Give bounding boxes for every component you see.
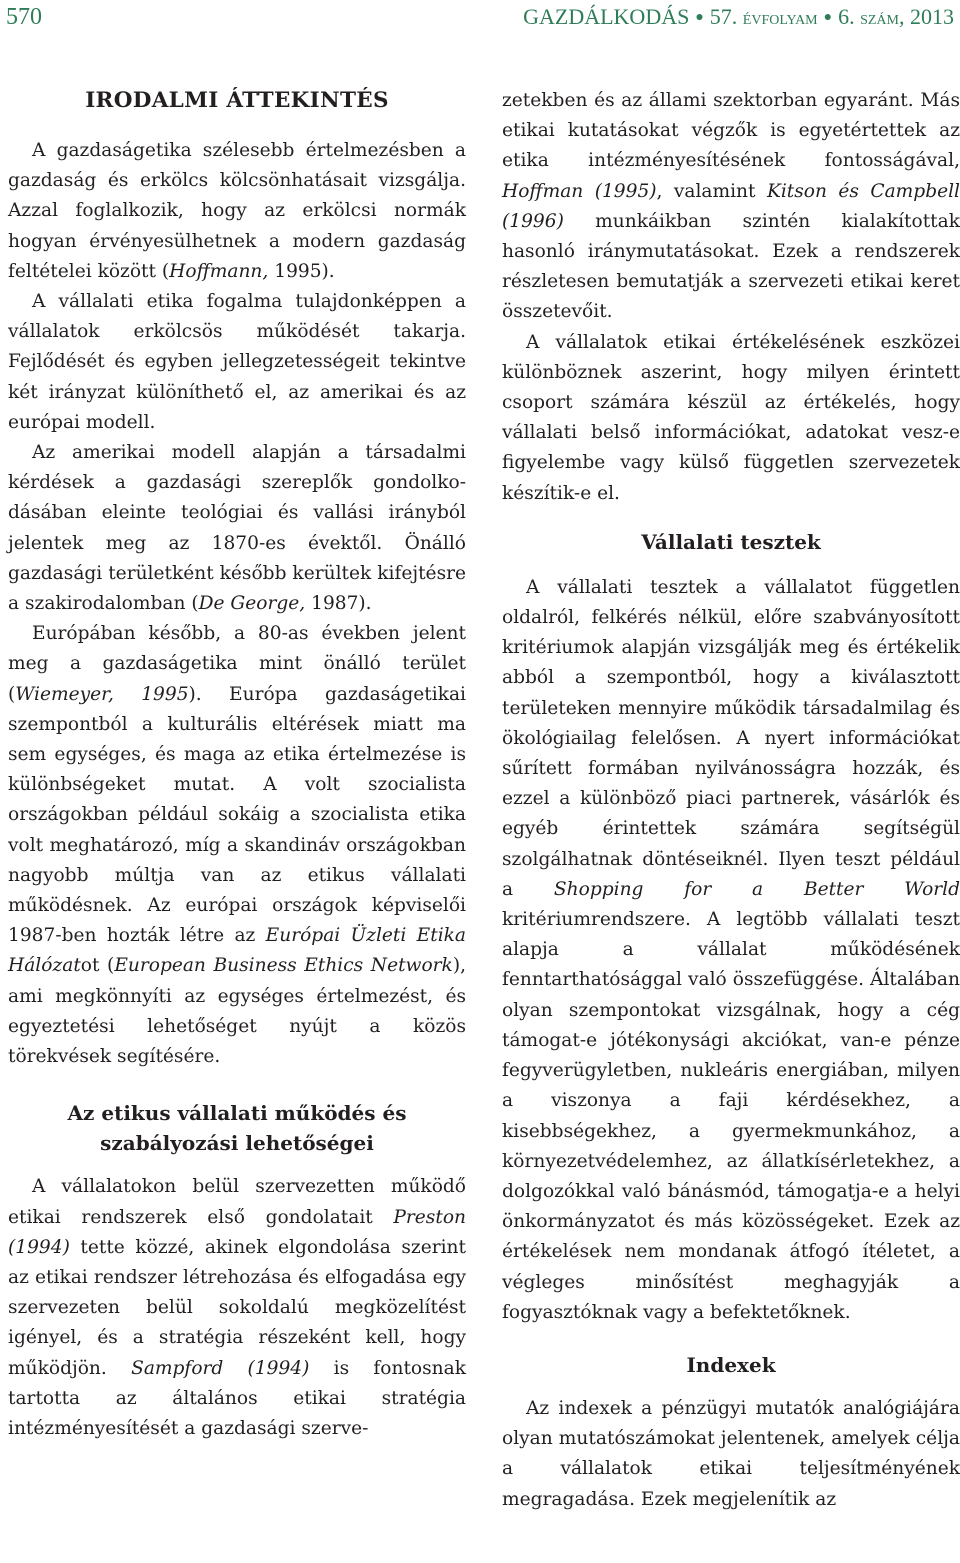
paragraph: Az amerikai modell alapján a társadalmi kérdések a gazdasági szereplők gondolkodásában eleinte teológiai és vallási irányból jelentek meg az 1870-es évektől. Önálló gazdasági területként később kerültek kifejtésre a szakirodalomban (De George, 1987).	[8, 442, 466, 615]
paragraph: Európában később, a 80-as években jelent meg a gazdaságetika mint önálló terület (Wiemeyer, 1995). Európa gazdaságetikai szempontból a kulturális eltérések miatt ma sem egységes, és maga az etika értelmezése is különbségeket mutat. A volt szocialista országokban például sokáig a szocialista etika volt meghatározó, míg a skandináv országokban nagyobb múltja van az etikus vállalati működésnek. Az európai országok képviselői 1987-ben hozták létre az Európai Üzleti Etika Hálózatot (European Business Ethics Network), ami megkönnyíti az egységes értelmezést, és egyeztetési lehetőséget nyújt a közös törekvések segítésére.	[8, 623, 466, 1068]
page-number: 570	[6, 4, 42, 30]
paragraph: A gazdaságetika szélesebb értelmezésben a gazdaság és erkölcs kölcsönhatásait vizsgálja. Azzal foglalkozik, hogy az erkölcsi normák hogyan érvényesülhetnek a modern gazdaság feltételei között (Hoffmann, 1995).	[8, 140, 466, 282]
paragraph: zetekben és az állami szektorban egyaránt. Más etikai kutatásokat végzők is egyetértettek az etika intézményesítésének fontosságával, Hoffman (1995), valamint Kitson és Campbell (1996) munkáikban szintén kialakítottak hasonló iránymutatásokat. Ezek a rendszerek részletesen bemutatják a szervezeti etikai keret összetevőit.	[502, 90, 960, 323]
citation: Preston (1994)	[8, 1206, 466, 1258]
organization-name: Európai Üzleti Etika Hálózat	[8, 925, 466, 977]
running-head	[0, 0, 960, 40]
citation: Sampford (1994)	[131, 1357, 310, 1379]
bullet-separator: ●	[823, 10, 833, 25]
journal-name: GAZDÁLKODÁS	[523, 4, 690, 29]
citation: Wiemeyer, 1995	[15, 683, 189, 705]
paragraph: A vállalatok etikai értékelésének eszközei különböznek aszerint, hogy milyen érintett csoport számára készül az értékelés, hogy vállalati belső információkat, adatokat vesz-e figyelembe vagy külső független szervezetek készítik-e el.	[502, 331, 960, 504]
issue-number: 6.	[838, 4, 855, 29]
citation: De George,	[198, 593, 306, 615]
volume-label: évfolyam	[742, 7, 818, 29]
paragraph: A vállalatokon belül szervezetten működő etikai rendszerek első gondolatait Preston (1994) tette közzé, akinek elgondolása szerint az etikai rendszer létrehozása és elfogadása egy szervezeten belül sokoldalú megközelítést igényel, és a stratégia részeként kell, hogy működjön. Sampford (1994) is fontosnak tartotta az általános etikai stratégia intézményesítését a gazdasági szerve-	[8, 1176, 466, 1439]
right-column	[502, 86, 960, 1515]
paragraph: A vállalati tesztek a vállalatot független oldalról, felkérés nélkül, előre szabványosított kritériumok alapján vizsgálják meg és értékelik abból a szempontból, hogy a kiválasztott területeken mennyire működik társadalmilag és ökológiailag felelősen. A nyert információkat sűrített formában nyilvánosságra hozzák, és ezzel a különböző piaci partnerek, vásárlók és egyéb érintettek számára segítségül szolgálhatnak döntéseiknél. Ilyen teszt például a Shopping for a Better World kritériumrendszere. A legtöbb vállalati teszt alapja a vállalat működésének fenntarthatósággal való összefüggése. Általában olyan szempontokat vizsgálnak, hogy a cég támogat-e jótékonysági akciókat, van-e pénze fegyverügyletben, nukleáris energiában, milyen a viszonya a faji kérdésekhez, a kisebbségekhez, a gyermekmunkához, a környezetvédelemhez, az állatkísérletekhez, a dolgozókkal való bánásmód, támogatja-e a helyi önkormányzatot és más közösségeket. Ezek az értékelések nem mondanak átfogó ítéletet, a végleges minősítést meghagyják a fogyasztóknak vagy a befektetőknek.	[502, 576, 960, 1323]
issue-label: szám	[860, 7, 899, 29]
bullet-separator: ●	[695, 10, 704, 25]
paragraph: A vállalati etika fogalma tulajdonképpen a vállalatok erkölcsös működését takarja. Fejlődését és egyben jellegzetességeit tekintve két irányzat különíthető el, az amerikai és az európai modell.	[8, 291, 466, 433]
subsection-heading: Vállalati tesztek	[641, 529, 821, 554]
journal-title: GAZDÁLKODÁS ● 57. évfolyam ● 6. szám, 2013	[523, 4, 954, 29]
product-name: Shopping for a Better World	[553, 878, 960, 900]
organization-name-english: European Business Ethics Network	[114, 955, 453, 977]
subsection-heading: Az etikus vállalati működés és szabályozási lehetőségei	[67, 1101, 407, 1156]
left-column	[8, 86, 466, 1444]
subsection-heading: Indexek	[686, 1352, 776, 1377]
issue-year: 2013	[910, 4, 954, 29]
paragraph: Az indexek a pénzügyi mutatók analógiájára olyan mutatószámokat jelentenek, amelyek célja a vállalatok etikai teljesítményének megragadása. Ezek megjelenítik az	[502, 1397, 960, 1510]
citation: Hoffman (1995)	[502, 180, 657, 202]
volume-number: 57.	[709, 4, 738, 29]
citation: Kitson és Campbell (1996)	[502, 180, 960, 232]
section-heading: IRODALMI ÁTTEKINTÉS	[85, 88, 389, 113]
citation: Hoffmann,	[169, 260, 269, 282]
